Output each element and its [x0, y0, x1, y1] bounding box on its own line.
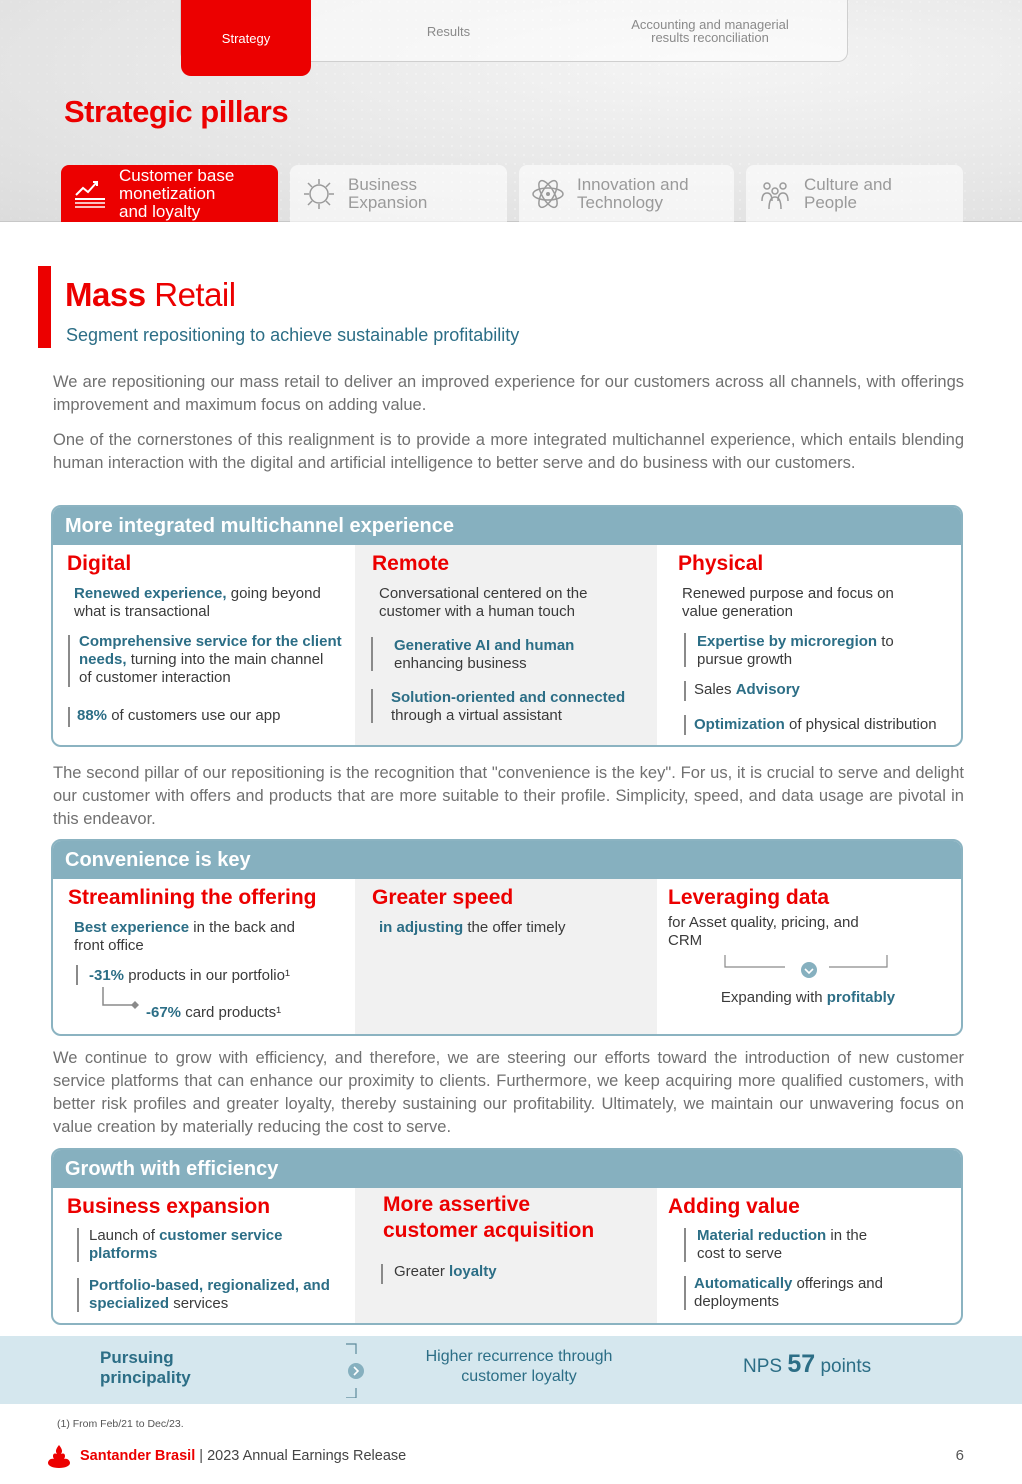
tab-strategy[interactable]: Strategy — [181, 0, 311, 76]
column-title-remote: Remote — [372, 552, 450, 575]
column-title-adding-value: Adding value — [668, 1195, 800, 1218]
expansion-item-2: Portfolio-based, regionalized, and specialized services — [89, 1277, 330, 1312]
pillar-culture-people[interactable] — [746, 165, 963, 222]
box-heading: Convenience is key — [53, 841, 961, 879]
convenience-box — [51, 839, 963, 1036]
item-divider — [371, 637, 373, 671]
column-title-speed: Greater speed — [372, 886, 514, 909]
pillars-title: Strategic pillars — [64, 94, 289, 129]
pillar-innovation[interactable] — [519, 165, 734, 222]
item-divider — [77, 1278, 79, 1312]
item-divider — [684, 1228, 686, 1262]
column-title-streamlining: Streamlining the offering — [68, 886, 317, 909]
digital-item-3: 88% of customers use our app — [77, 707, 281, 724]
item-divider — [381, 1264, 383, 1284]
pillar-label: Business Expansion — [348, 174, 428, 212]
pillar-customer-base[interactable] — [61, 165, 278, 222]
physical-item-2: Expertise by microregion to pursue growth — [697, 633, 894, 668]
sub-item-connector — [101, 987, 141, 1011]
item-divider — [684, 715, 686, 735]
nps-metric: NPS 57 points — [743, 1350, 872, 1378]
pillar-business-expansion[interactable] — [290, 165, 507, 222]
item-divider — [68, 635, 70, 687]
streamlining-item-3: -67% card products¹ — [146, 1004, 282, 1021]
tab-results[interactable]: Results — [426, 23, 471, 39]
column-title-data: Leveraging data — [668, 886, 830, 909]
footer: Santander Brasil | 2023 Annual Earnings Release — [46, 1442, 406, 1470]
chart-growth-icon — [73, 177, 107, 211]
people-icon — [758, 177, 792, 211]
data-connector — [723, 955, 893, 979]
page-number: 6 — [955, 1447, 964, 1464]
growth-box — [51, 1148, 963, 1325]
digital-item-1: Renewed experience, going beyond what is transactional — [74, 585, 321, 620]
remote-item-1: Conversational centered on the customer with a human touch — [379, 585, 588, 620]
paragraph-3: The second pillar of our repositioning is the recognition that "convenience is the key". For us, it is crucial to serve and delight our customer with offers and products that are more suitable to their profile. Simplicity, speed, and data usage are pivotal in this endeavor. — [53, 764, 964, 828]
column-title-physical: Physical — [678, 552, 764, 575]
paragraph-2: One of the cornerstones of this realignment is to provide a more integrated multichannel experience, which entails blending human interaction with the digital and artificial intelligence to better serve and do business with our customers. — [53, 431, 964, 472]
tab-reconciliation[interactable]: Accounting and managerial results reconciliation — [631, 17, 789, 45]
value-item-2: Automatically offerings and deployments — [694, 1275, 883, 1310]
expansion-item-1: Launch of customer service platforms — [89, 1227, 283, 1262]
band-connector — [340, 1342, 370, 1398]
value-item-1: Material reduction in the cost to serve — [697, 1227, 868, 1262]
item-divider — [684, 681, 686, 701]
column-title-expansion: Business expansion — [67, 1195, 271, 1218]
item-divider — [68, 707, 70, 727]
streamlining-item-1: Best experience in the back and front office — [74, 919, 295, 954]
innovation-icon — [531, 177, 565, 211]
speed-item-1: in adjusting the offer timely — [379, 919, 566, 936]
digital-item-2: Comprehensive service for the client needs, turning into the main channel of customer interaction — [79, 633, 342, 686]
santander-flame-icon — [46, 1443, 72, 1469]
box-heading: More integrated multichannel experience — [53, 507, 961, 545]
physical-item-3: Sales Advisory — [694, 681, 800, 698]
item-divider — [684, 1276, 686, 1310]
footer-document: 2023 Annual Earnings Release — [207, 1448, 407, 1464]
summary-band — [0, 1336, 1022, 1404]
item-divider — [684, 633, 686, 667]
data-item-2: Expanding with profitably — [720, 989, 896, 1006]
paragraph-4: We continue to grow with efficiency, and therefore, we are steering our efforts toward the introduction of new customer service platforms that can enhance our proximity to clients. Furthermore, we keep acquiring more qualified customers, with better risk profiles and greater loyalty, thereby sustaining our profitability. Ultimately, we maintain our unwavering focus on value creation by materially reducing the cost to serve. — [53, 1049, 964, 1136]
acquisition-item-1: Greater loyalty — [394, 1263, 497, 1280]
paragraph-1: We are repositioning our mass retail to deliver an improved experience for our customers across all channels, with offerings improvement and maximum focus on adding value. — [53, 373, 964, 414]
section-tabs — [180, 0, 848, 62]
footer-brand: Santander Brasil — [80, 1448, 196, 1464]
item-divider — [77, 1228, 79, 1262]
box-heading: Growth with efficiency — [53, 1150, 961, 1188]
data-item-1: for Asset quality, pricing, and CRM — [668, 914, 859, 949]
physical-item-4: Optimization of physical distribution — [694, 716, 937, 733]
pillar-label: Innovation and Technology — [577, 174, 689, 212]
multichannel-box — [51, 505, 963, 747]
title-accent-bar — [38, 266, 51, 348]
pillar-label: Culture and People — [804, 174, 892, 212]
remote-item-2: Generative AI and human enhancing business — [394, 637, 575, 672]
item-divider — [76, 965, 78, 985]
band-left-text: Pursuing principality — [100, 1348, 191, 1387]
item-divider — [371, 689, 373, 723]
page-title: Mass Retail — [65, 276, 236, 313]
band-middle-text: Higher recurrence through customer loyalty — [425, 1348, 613, 1385]
streamlining-item-2: -31% products in our portfolio¹ — [89, 967, 290, 984]
column-title-acquisition: More assertive customer acquisition — [383, 1193, 595, 1242]
page-subtitle: Segment repositioning to achieve sustainable profitability — [66, 325, 520, 345]
physical-item-1: Renewed purpose and focus on value generation — [682, 585, 894, 620]
footnote: (1) From Feb/21 to Dec/23. — [57, 1418, 184, 1430]
expansion-icon — [302, 177, 336, 211]
remote-item-3: Solution-oriented and connected through a virtual assistant — [391, 689, 626, 724]
pillar-label: Customer base monetization and loyalty — [119, 165, 235, 221]
column-title-digital: Digital — [67, 552, 132, 575]
